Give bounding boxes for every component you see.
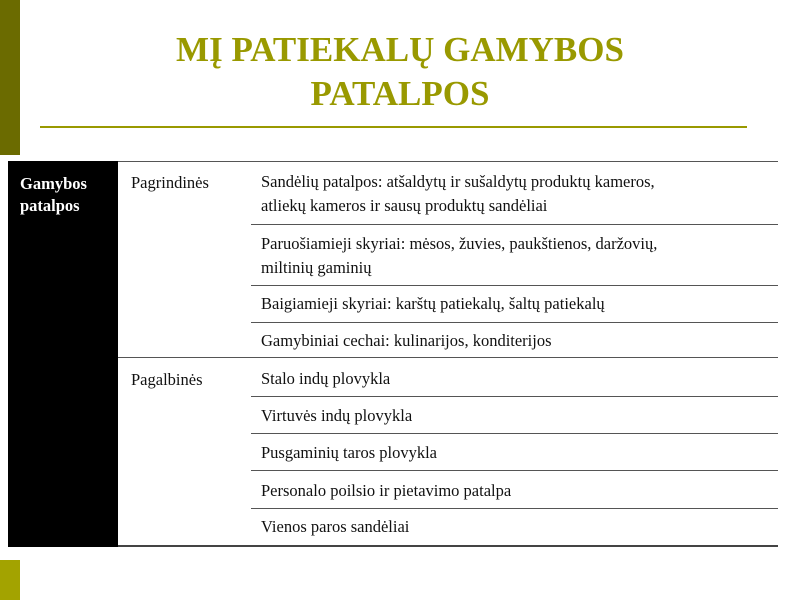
table-rule (251, 508, 778, 509)
accent-bar-bottom (0, 560, 20, 600)
row-text-line: miltinių gaminių (261, 258, 372, 277)
table-row (261, 441, 776, 465)
table-rule (251, 322, 778, 323)
row-text-line: Pusgaminių taros plovykla (261, 443, 437, 462)
table-row (261, 292, 776, 316)
row-text-line: Virtuvės indų plovykla (261, 406, 413, 425)
group-label-main: Pagrindinės (131, 173, 209, 192)
row-text-line: Personalo poilsio ir pietavimo patalpa (261, 481, 512, 500)
premises-table (8, 161, 778, 547)
group-divider (118, 357, 778, 358)
row-text-line: Baigiamieji skyriai: karštų patiekalų, šaltų patiekalų (261, 294, 605, 313)
table-row (261, 329, 776, 353)
row-text-line: Gamybiniai cechai: kulinarijos, konditerijos (261, 331, 552, 350)
table-rule (251, 433, 778, 434)
table-row (261, 170, 776, 218)
header-line-2: patalpos (20, 196, 80, 215)
table-rule-top (118, 161, 778, 162)
table-row (261, 404, 776, 428)
table-rule (251, 470, 778, 471)
table-rule (251, 285, 778, 286)
title-underline (40, 126, 747, 128)
table-rule (251, 396, 778, 397)
row-text-line: Vienos paros sandėliai (261, 517, 410, 536)
table-row (261, 479, 776, 503)
table-rule-bottom (118, 545, 778, 547)
title-line-1: MĮ PATIEKALŲ GAMYBOS (176, 30, 624, 69)
group-label-auxiliary: Pagalbinės (131, 370, 203, 389)
row-text-line: atliekų kameros ir sausų produktų sandėliai (261, 196, 548, 215)
header-line-1: Gamybos (20, 174, 87, 193)
row-text-line: Paruošiamieji skyriai: mėsos, žuvies, paukštienos, daržovių, (261, 234, 658, 253)
table-header-cell (8, 161, 118, 547)
row-text-line: Stalo indų plovykla (261, 369, 391, 388)
slide-title (0, 28, 800, 116)
table-row (261, 515, 776, 539)
table-row (261, 232, 776, 280)
row-text-line: Sandėlių patalpos: atšaldytų ir sušaldytų produktų kameros, (261, 172, 655, 191)
table-header-label (20, 173, 114, 217)
table-rule (251, 224, 778, 225)
title-line-2: PATALPOS (310, 74, 490, 113)
table-row (261, 367, 776, 391)
